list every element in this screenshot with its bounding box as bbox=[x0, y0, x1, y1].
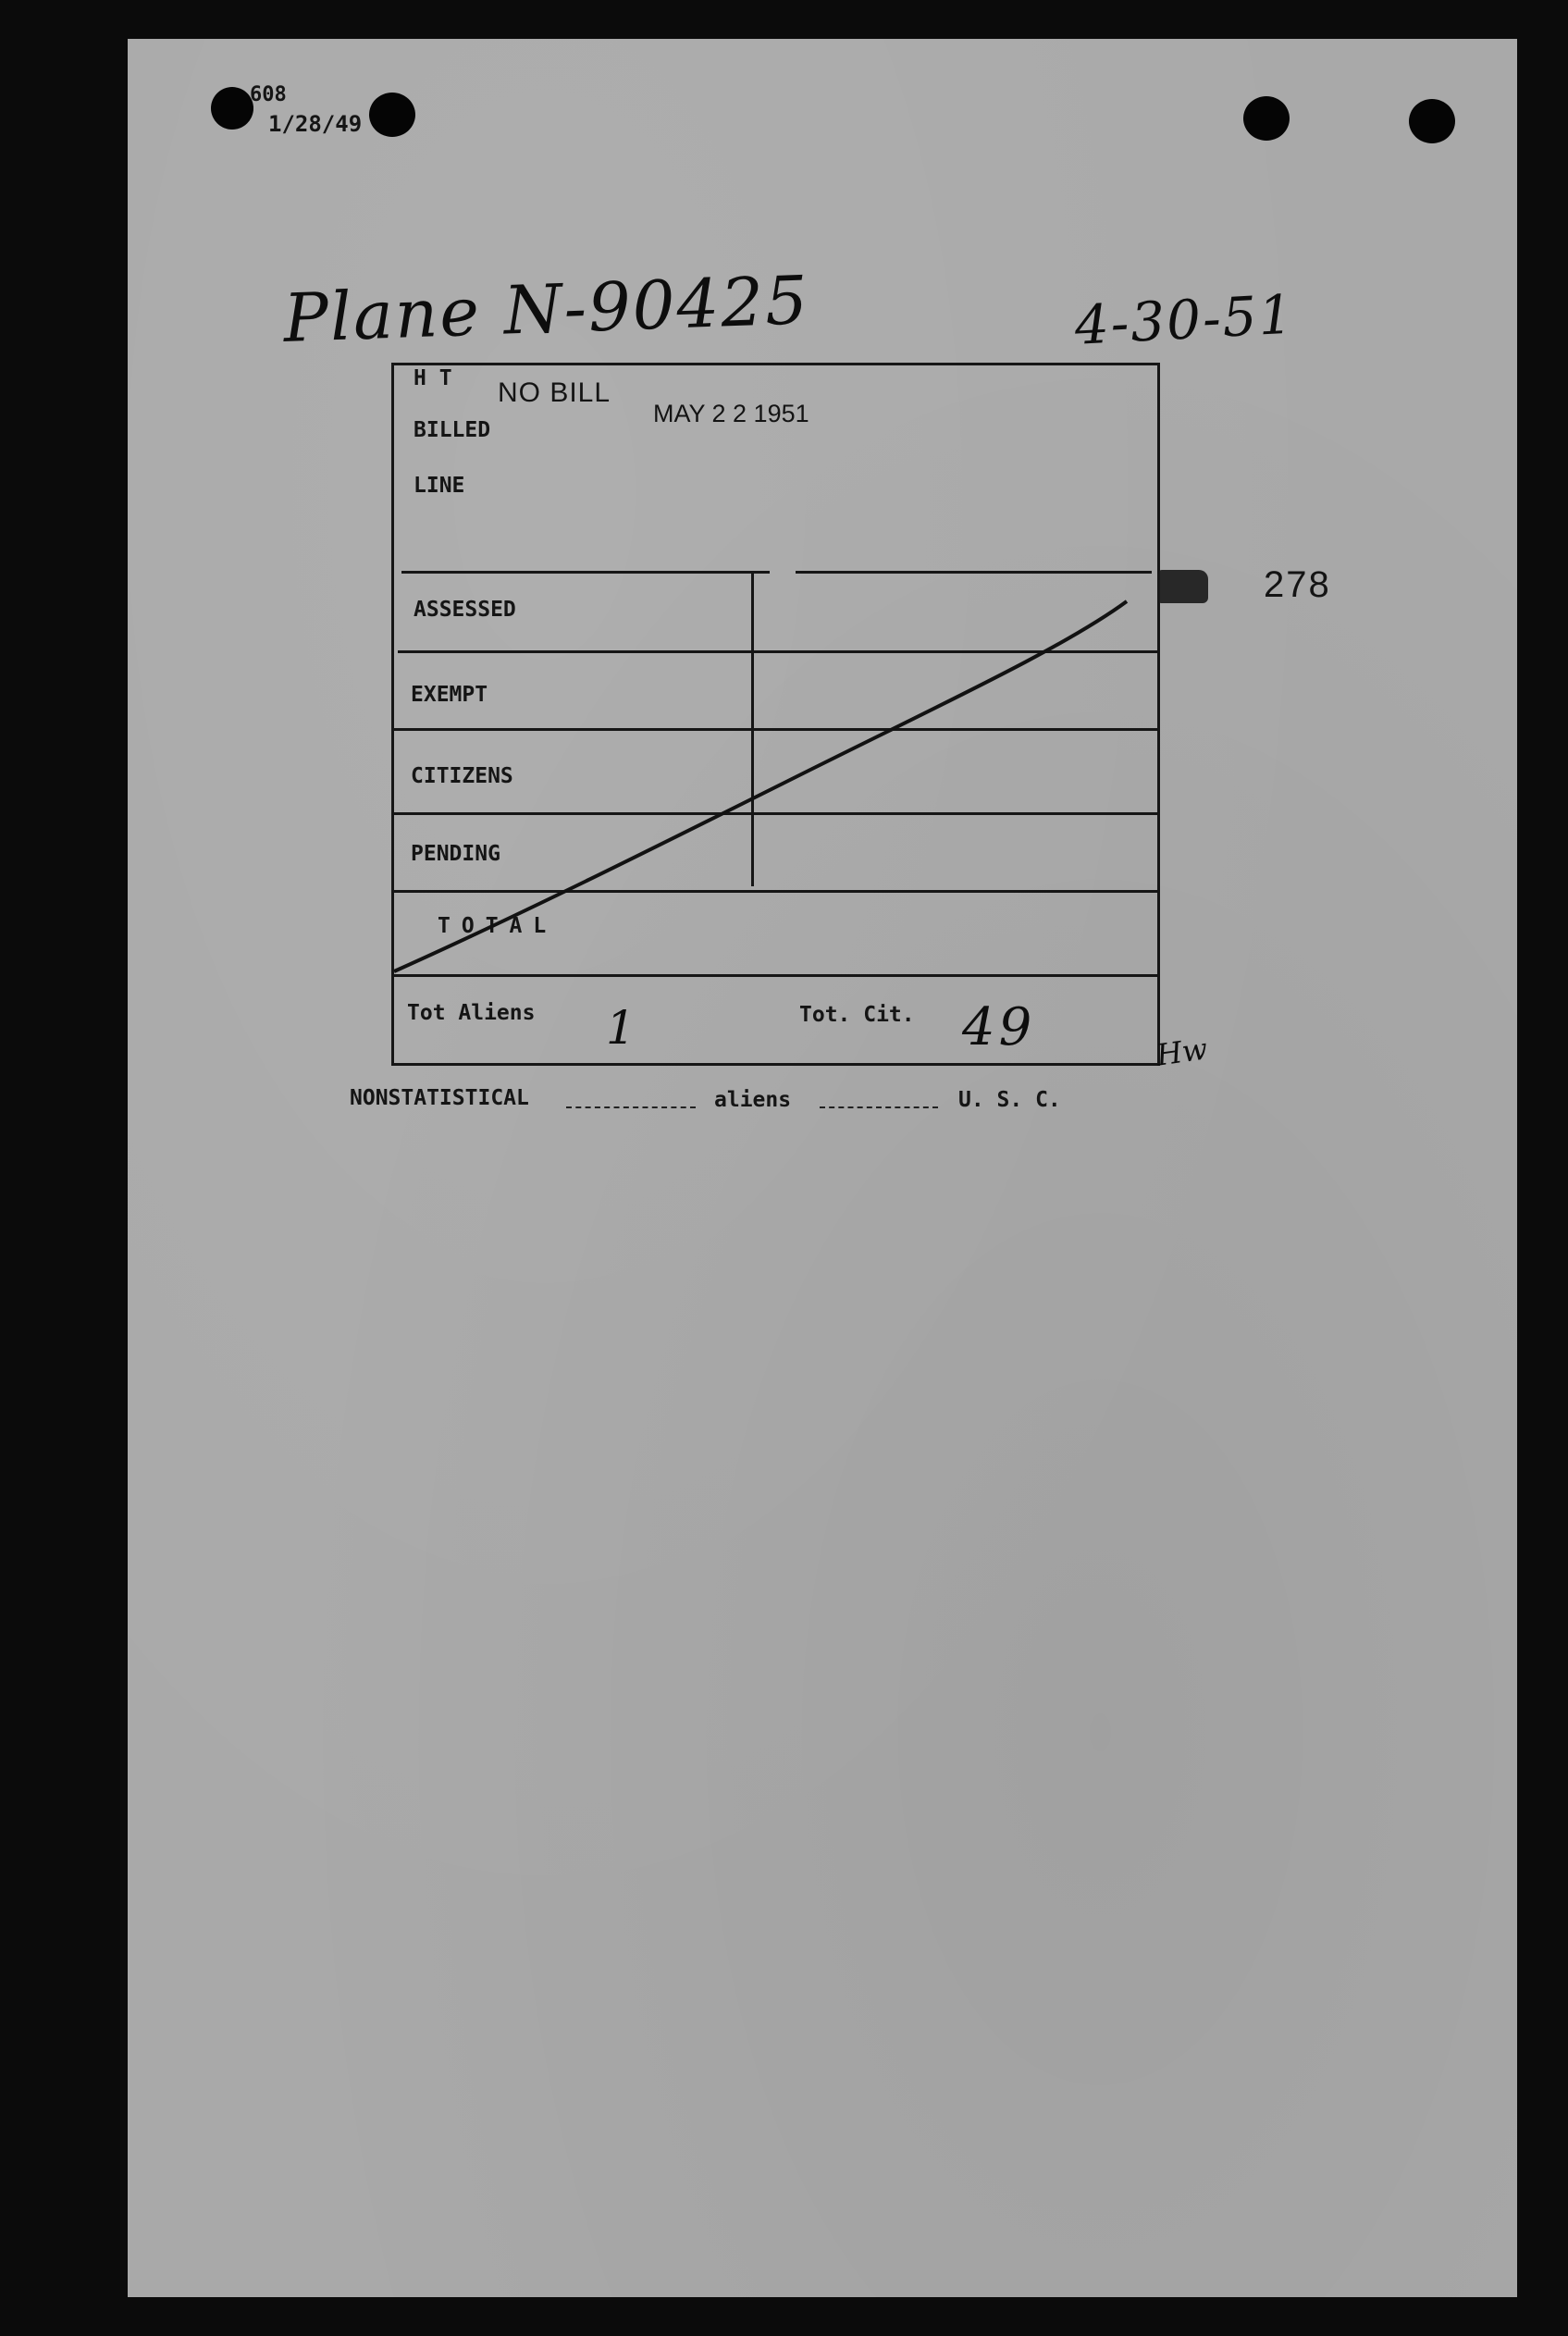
row-label-citizens: CITIZENS bbox=[411, 764, 513, 788]
row-label-total: TOTAL bbox=[438, 914, 558, 938]
row-label-exempt: EXEMPT bbox=[411, 683, 488, 707]
row-label-ht: H T bbox=[414, 366, 452, 390]
nonstatistical-label: NONSTATISTICAL bbox=[350, 1086, 529, 1110]
plane-number-handwritten: Plane N-90425 bbox=[282, 261, 811, 357]
received-date-stamp: MAY 2 2 1951 bbox=[653, 400, 809, 427]
date-handwritten: 4-30-51 bbox=[1073, 282, 1296, 357]
aliens-label: aliens bbox=[714, 1088, 792, 1112]
tot-cit-label: Tot. Cit. bbox=[799, 1003, 915, 1027]
row-label-line: LINE bbox=[414, 474, 465, 498]
citizens-count-handwritten: 49 bbox=[962, 997, 1036, 1057]
row-label-pending: PENDING bbox=[411, 842, 500, 866]
no-bill-stamp: NO BILL bbox=[498, 377, 611, 408]
usc-label: U. S. C. bbox=[958, 1088, 1061, 1112]
tot-aliens-label: Tot Aliens bbox=[407, 1001, 536, 1025]
form-date: 1/28/49 bbox=[268, 111, 363, 137]
initials-handwritten: Hw bbox=[1154, 1031, 1210, 1073]
row-label-assessed: ASSESSED bbox=[414, 598, 516, 622]
row-label-billed: BILLED bbox=[414, 418, 491, 442]
diagonal-strike bbox=[394, 601, 1127, 971]
form-number: 608 bbox=[250, 83, 287, 106]
number-stamp: 278 bbox=[1264, 564, 1331, 605]
aliens-count-handwritten: 1 bbox=[606, 1001, 636, 1055]
